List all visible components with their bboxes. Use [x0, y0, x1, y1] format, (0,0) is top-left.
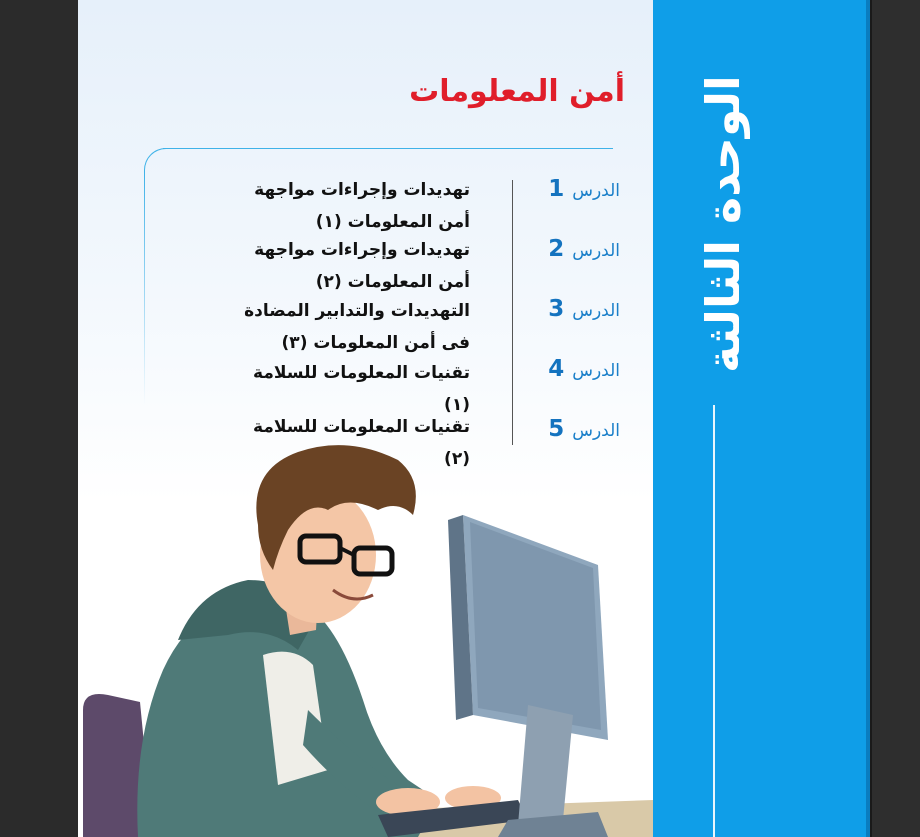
lesson-title-line: أمن المعلومات (٢) [315, 272, 470, 292]
lesson-title-3 [230, 295, 470, 359]
lesson-number: 5 [548, 416, 565, 442]
lesson-number: 3 [548, 296, 565, 322]
lesson-title-2 [230, 234, 470, 298]
student-computer-illustration [78, 440, 653, 837]
lesson-word: الدرس [572, 421, 620, 441]
lesson-number: 1 [548, 176, 565, 202]
lesson-number: 2 [548, 236, 565, 262]
lesson-label-5 [510, 416, 620, 442]
frame-line-top [163, 148, 613, 149]
lesson-title-line: فى أمن المعلومات (٣) [281, 333, 470, 353]
unit-rule-line [713, 405, 715, 837]
frame-corner [144, 148, 169, 173]
lesson-label-1 [510, 176, 620, 202]
lesson-title-line: تهديدات وإجراءات مواجهة [254, 180, 470, 200]
lesson-title-line: تهديدات وإجراءات مواجهة [254, 240, 470, 260]
lesson-title-1 [230, 174, 470, 238]
lesson-word: الدرس [572, 301, 620, 321]
unit-title: الوحدة الثالثة [696, 75, 750, 373]
lesson-word: الدرس [572, 181, 620, 201]
lesson-word: الدرس [572, 361, 620, 381]
book-page [78, 0, 870, 837]
lesson-title-line: تقنيات المعلومات للسلامة (٢) [253, 417, 470, 469]
lesson-title-line: أمن المعلومات (١) [315, 212, 470, 232]
frame-line-left [144, 170, 145, 405]
section-title: أمن المعلومات [409, 74, 625, 109]
lesson-label-4 [510, 356, 620, 382]
lesson-title-line: تقنيات المعلومات للسلامة (١) [253, 363, 470, 415]
viewer-background-right [870, 0, 920, 837]
lesson-label-3 [510, 296, 620, 322]
lesson-word: الدرس [572, 241, 620, 261]
viewer-background-left [0, 0, 78, 837]
lesson-number: 4 [548, 356, 565, 382]
lesson-label-2 [510, 236, 620, 262]
lesson-title-line: التهديدات والتدابير المضادة [244, 301, 470, 321]
